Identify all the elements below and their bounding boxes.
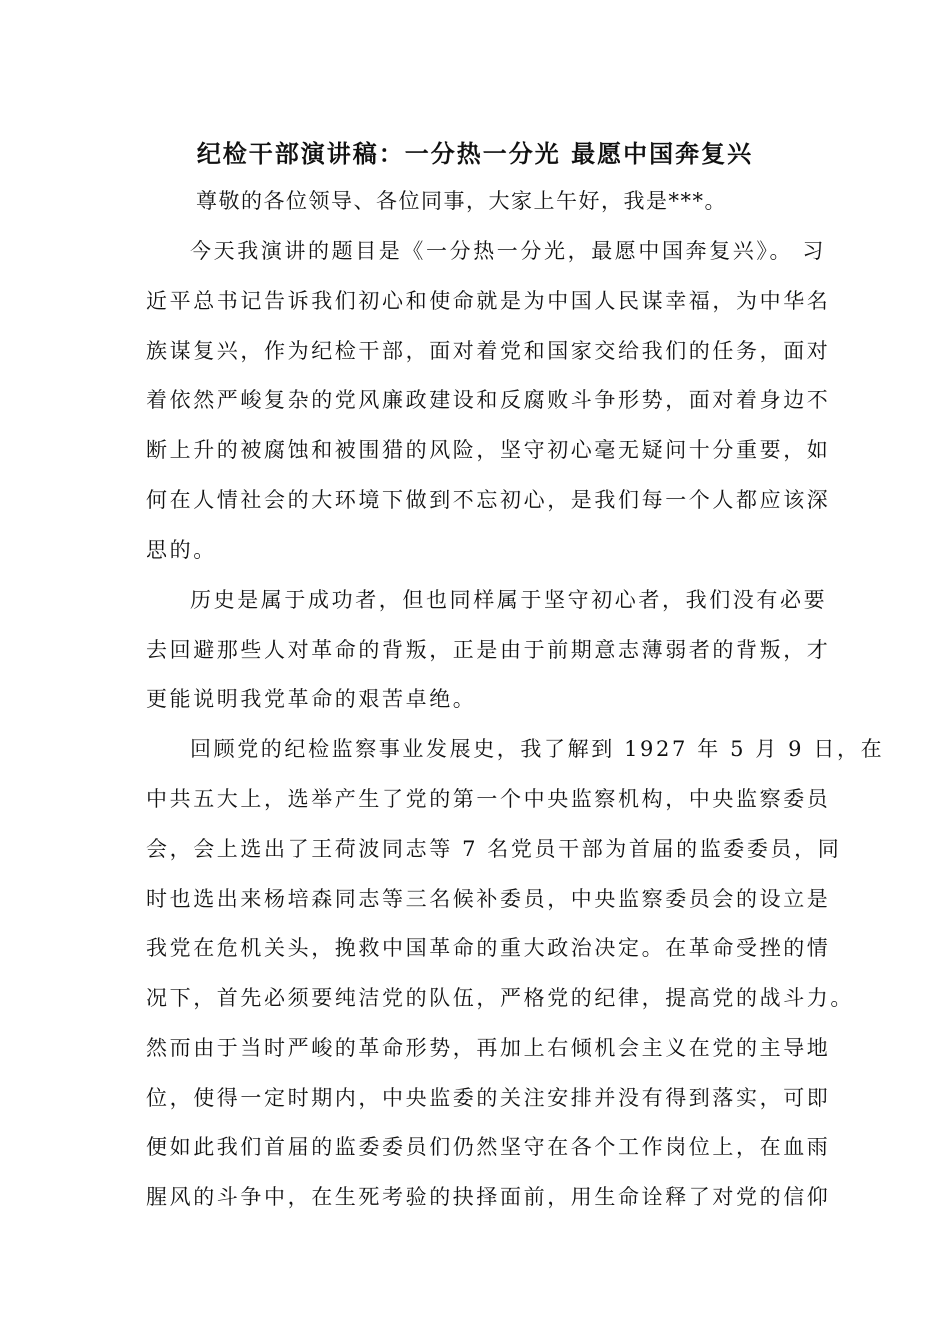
paragraph-line: 思的。 <box>146 538 217 562</box>
paragraph-line: 断上升的被腐蚀和被围猎的风险，坚守初心毫无疑问十分重要，如 <box>146 438 831 462</box>
paragraph-line: 历史是属于成功者，但也同样属于坚守初心者，我们没有必要 <box>190 588 828 612</box>
paragraph-line: 时也选出来杨培森同志等三名候补委员，中央监察委员会的设立是 <box>146 887 831 911</box>
paragraph-line: 便如此我们首届的监委委员们仍然坚守在各个工作岗位上，在血雨 <box>146 1135 831 1159</box>
paragraph-line: 族谋复兴，作为纪检干部，面对着党和国家交给我们的任务，面对 <box>146 339 831 363</box>
paragraph-line: 中共五大上，选举产生了党的第一个中央监察机构，中央监察委员 <box>146 787 831 811</box>
paragraph-line: 我党在危机关头，挽救中国革命的重大政治决定。在革命受挫的情 <box>146 936 831 960</box>
paragraph-line: 今天我演讲的题目是《一分热一分光，最愿中国奔复兴》。 习 <box>190 239 826 263</box>
paragraph-line: 况下，首先必须要纯洁党的队伍，严格党的纪律，提高党的战斗力。 <box>146 986 854 1010</box>
paragraph-line: 何在人情社会的大环境下做到不忘初心，是我们每一个人都应该深 <box>146 488 831 512</box>
document-title: 纪检干部演讲稿：一分热一分光 最愿中国奔复兴 <box>196 139 754 168</box>
paragraph-line: 然而由于当时严峻的革命形势，再加上右倾机会主义在党的主导地 <box>146 1036 831 1060</box>
paragraph-line: 去回避那些人对革命的背叛，正是由于前期意志薄弱者的背叛，才 <box>146 638 831 662</box>
paragraph-line: 位，使得一定时期内，中央监委的关注安排并没有得到落实，可即 <box>146 1086 831 1110</box>
paragraph-line: 着依然严峻复杂的党风廉政建设和反腐败斗争形势，面对着身边不 <box>146 388 831 412</box>
paragraph-line: 近平总书记告诉我们初心和使命就是为中国人民谋幸福，为中华名 <box>146 289 831 313</box>
greeting-line: 尊敬的各位领导、各位同事，大家上午好，我是***。 <box>196 189 727 213</box>
paragraph-line: 更能说明我党革命的艰苦卓绝。 <box>146 687 477 711</box>
paragraph-line: 会，会上选出了王荷波同志等 7 名党员干部为首届的监委委员，同 <box>146 837 842 861</box>
paragraph-line: 腥风的斗争中，在生死考验的抉择面前，用生命诠释了对党的信仰 <box>146 1185 831 1209</box>
paragraph-line: 回顾党的纪检监察事业发展史，我了解到 1927 年 5 月 9 日，在 <box>190 737 885 761</box>
